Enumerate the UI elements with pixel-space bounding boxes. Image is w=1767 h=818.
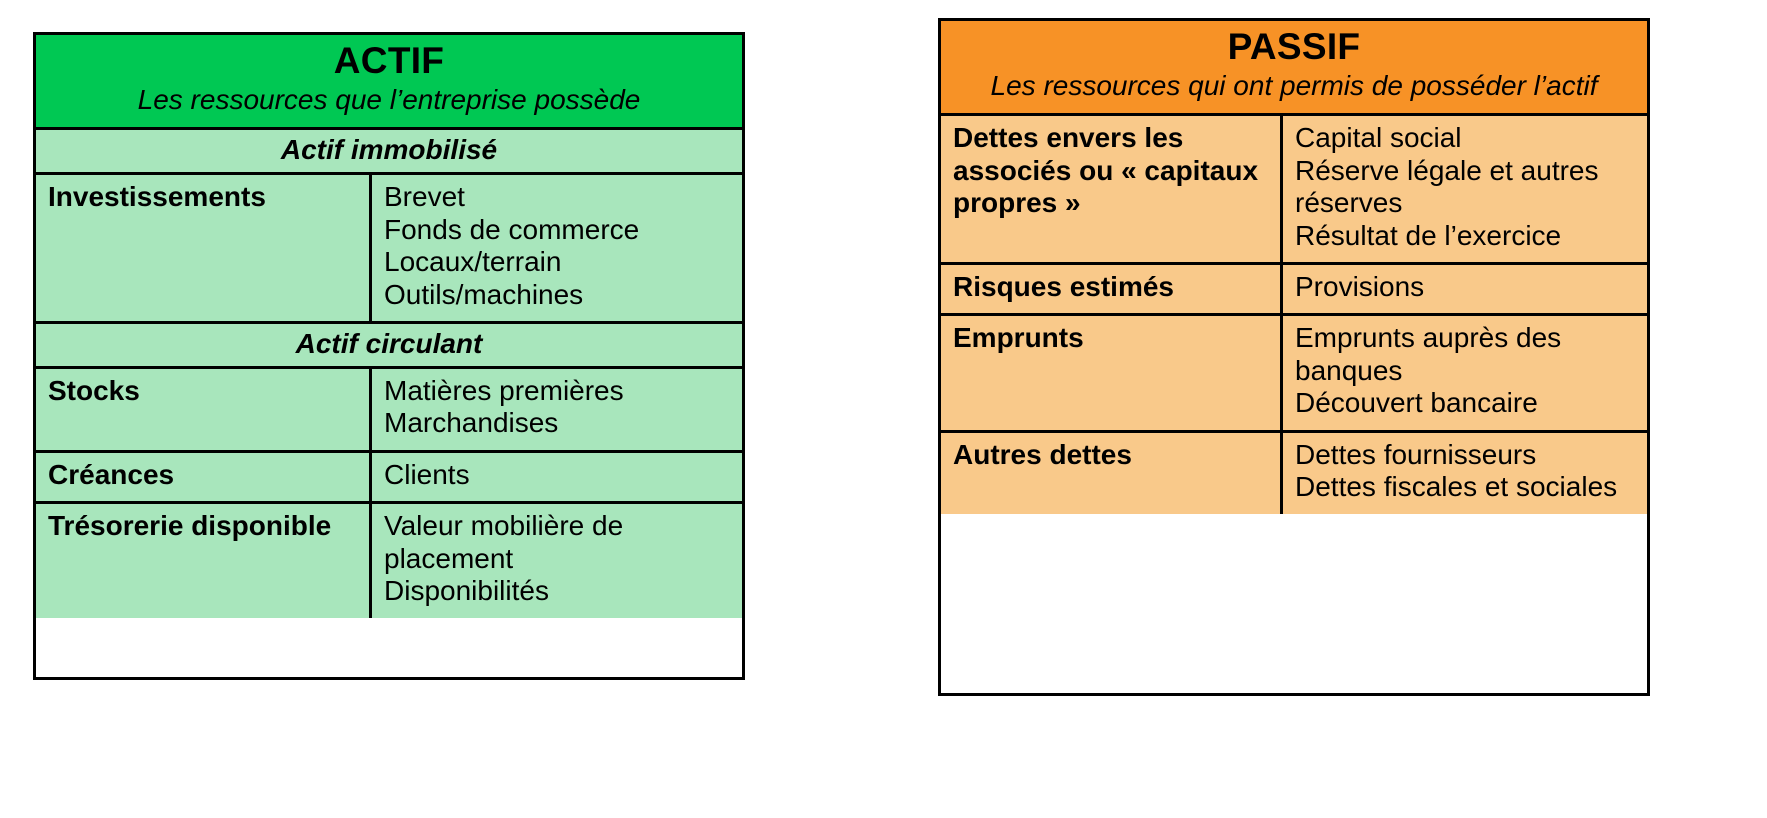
- value-line: Capital social: [1295, 122, 1462, 154]
- row-values: [1283, 265, 1647, 313]
- value-line: Matières premières: [384, 374, 624, 406]
- value-line: Dettes fiscales et sociales: [1295, 471, 1618, 503]
- actif-panel: [33, 32, 745, 680]
- value-line: Brevet: [384, 181, 465, 213]
- value-line: Dettes fournisseurs: [1295, 438, 1537, 470]
- value-line: Provisions: [1295, 270, 1425, 302]
- table-row: [941, 433, 1647, 514]
- table-row: [36, 175, 742, 324]
- actif-header: [36, 35, 742, 130]
- row-values: [372, 453, 742, 501]
- row-values: [1283, 116, 1647, 262]
- passif-panel: [938, 18, 1650, 696]
- row-label: Créances: [36, 453, 372, 501]
- row-values: [372, 175, 742, 321]
- row-label: Stocks: [36, 369, 372, 450]
- actif-subtitle: Les ressources que l’entreprise possède: [137, 83, 641, 115]
- value-line: Outils/machines: [384, 278, 584, 310]
- table-row: [36, 369, 742, 453]
- table-row: [36, 504, 742, 617]
- row-values: [1283, 316, 1647, 429]
- value-line: Réserve légale et autres réserves: [1295, 154, 1599, 219]
- table-row: [36, 453, 742, 504]
- value-line: Marchandises: [384, 407, 559, 439]
- row-label: Autres dettes: [941, 433, 1283, 514]
- passif-title: PASSIF: [1227, 26, 1361, 67]
- row-values: [1283, 433, 1647, 514]
- value-line: Locaux/terrain: [384, 246, 562, 278]
- table-row: [941, 116, 1647, 265]
- table-row: [941, 316, 1647, 432]
- value-line: Disponibilités: [384, 575, 549, 607]
- row-values: [372, 504, 742, 617]
- passif-header: [941, 21, 1647, 116]
- value-line: Découvert bancaire: [1295, 387, 1538, 419]
- actif-title: ACTIF: [333, 40, 445, 81]
- actif-section-header: Actif circulant: [36, 324, 742, 369]
- value-line: Valeur mobilière de placement: [384, 510, 624, 574]
- row-label: Investissements: [36, 175, 372, 321]
- actif-section-header: Actif immobilisé: [36, 130, 742, 175]
- table-row: [941, 265, 1647, 316]
- value-line: Fonds de commerce: [384, 213, 640, 245]
- row-label: Trésorerie disponible: [36, 504, 372, 617]
- row-label: Risques estimés: [941, 265, 1283, 313]
- row-label: Dettes envers les associés ou « capitaux propres »: [941, 116, 1283, 262]
- value-line: Résultat de l’exercice: [1295, 219, 1562, 251]
- row-label: Emprunts: [941, 316, 1283, 429]
- value-line: Clients: [384, 458, 470, 490]
- value-line: Emprunts auprès des banques: [1295, 322, 1562, 386]
- row-values: [372, 369, 742, 450]
- passif-subtitle: Les ressources qui ont permis de posséder l’actif: [990, 69, 1598, 101]
